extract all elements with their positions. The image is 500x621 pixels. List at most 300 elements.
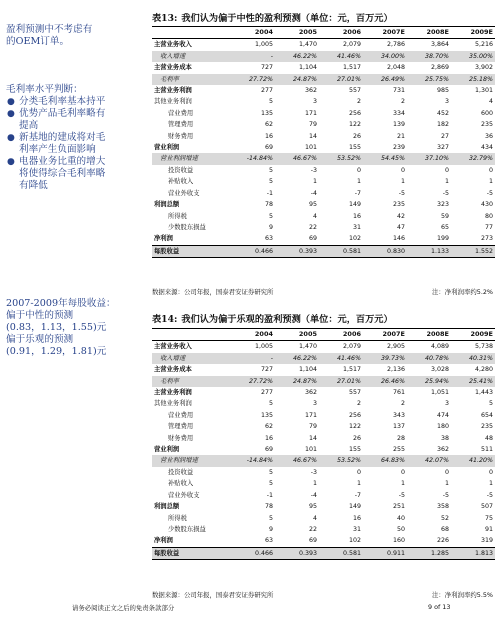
table-cell: 5 — [268, 98, 273, 106]
table-row — [152, 62, 495, 73]
row-label: 毛利率 — [152, 74, 231, 85]
table-cell: 2 — [356, 400, 361, 408]
table-cell: 0.466 — [231, 245, 275, 257]
table-row — [152, 410, 495, 421]
table-cell: -5 — [442, 189, 449, 197]
table-cell: 327 — [436, 144, 449, 152]
bullet-icon: ● — [7, 157, 15, 167]
table-cell: 5 — [268, 480, 273, 488]
table-cell: 16 — [264, 434, 273, 442]
margin-list-item — [6, 96, 142, 108]
table-cell: 5 — [268, 400, 273, 408]
table-row — [152, 96, 495, 107]
table-row — [152, 387, 495, 398]
table-cell: 1 — [400, 480, 405, 488]
table-row — [152, 131, 495, 142]
table-number: 表13: — [152, 13, 178, 24]
table-cell: 14 — [308, 132, 317, 140]
table-cell: 0 — [488, 468, 493, 476]
table-cell: 27 — [440, 132, 449, 140]
table-cell: 122 — [348, 121, 361, 129]
table-cell: 0 — [444, 468, 449, 476]
table-cell: 1.552 — [451, 245, 495, 257]
page-number: 9 of 13 — [428, 603, 451, 611]
table-row — [152, 233, 495, 245]
eps-line: 偏于中性的预测 — [6, 310, 74, 321]
table-cell: 50 — [396, 525, 405, 533]
table-cell: 1,301 — [474, 87, 493, 95]
table-cell: 35.00% — [451, 51, 495, 62]
table-cell: 1.133 — [407, 245, 451, 257]
table-cell: 62 — [264, 121, 273, 129]
table-cell: 53.52% — [319, 455, 363, 466]
table-cell: 600 — [480, 109, 493, 117]
source-text: 数据来源：公司年报，国泰君安证券研究所 — [152, 288, 274, 296]
row-label: 毛利率 — [152, 376, 231, 387]
table-cell: 199 — [436, 235, 449, 243]
row-label: 其他业务利润 — [154, 98, 192, 106]
margin-item-text: 电器业务比重的增大 — [19, 156, 106, 167]
table-cell: 25.94% — [407, 376, 451, 387]
table-cell: 53.52% — [319, 153, 363, 164]
table-cell: 22 — [308, 223, 317, 231]
table-cell: -3 — [310, 468, 317, 476]
table-cell: 2,786 — [386, 41, 405, 49]
table-cell: - — [231, 51, 275, 62]
table-cell: 27.72% — [231, 74, 275, 85]
table-cell: 37.10% — [407, 153, 451, 164]
column-header: 2008E — [407, 329, 451, 341]
table-cell: 135 — [260, 411, 273, 419]
table-row — [152, 341, 495, 353]
table-cell: -14.84% — [231, 455, 275, 466]
table-cell: 62 — [264, 423, 273, 431]
table-cell: 511 — [480, 446, 493, 454]
table-cell: 79 — [308, 121, 317, 129]
table-row — [152, 398, 495, 409]
table-cell: 54.45% — [363, 153, 407, 164]
margin-list-item — [6, 108, 142, 132]
table-row — [152, 433, 495, 444]
table-cell: 277 — [260, 389, 273, 397]
table-cell: 25.75% — [407, 74, 451, 85]
table-cell: 0 — [356, 166, 361, 174]
table-cell: 430 — [480, 201, 493, 209]
table-cell: 3,864 — [430, 41, 449, 49]
table-cell: 2,136 — [386, 366, 405, 374]
table-cell: 16 — [264, 132, 273, 140]
table-cell: 1 — [312, 178, 317, 186]
table-cell: -1 — [266, 189, 273, 197]
table-row — [152, 524, 495, 535]
table-row — [152, 245, 495, 257]
row-label: 财务费用 — [168, 132, 194, 140]
table-cell: 0 — [356, 468, 361, 476]
table-row — [152, 513, 495, 524]
row-label: 补贴收入 — [168, 178, 194, 186]
table-cell: 63 — [264, 537, 273, 545]
column-header: 2004 — [231, 27, 275, 39]
column-header: 2005 — [275, 329, 319, 341]
table-row — [152, 547, 495, 559]
table-cell: 3 — [312, 98, 317, 106]
margin-item-text: 利率产生负面影响 — [19, 144, 96, 155]
table-cell: 41.46% — [319, 51, 363, 62]
intro-line: 盈利预测中不考虑有 — [6, 24, 93, 35]
row-label: 营业费用 — [168, 411, 194, 419]
table-cell: -7 — [354, 491, 361, 499]
row-label: 每股收益 — [152, 245, 231, 257]
table-cell: 731 — [392, 87, 405, 95]
table-cell: 4,089 — [430, 343, 449, 351]
table-caption: 我们认为偏于中性的盈利预测（单位：元，百万元） — [181, 13, 393, 24]
table-cell: 3,902 — [474, 64, 493, 72]
table-cell: 5 — [268, 468, 273, 476]
table-cell: 1 — [488, 480, 493, 488]
table-cell: 41.20% — [451, 455, 495, 466]
table-cell: 4,280 — [474, 366, 493, 374]
table-cell: 182 — [436, 121, 449, 129]
table-cell: 727 — [260, 366, 273, 374]
row-label: 其他业务利润 — [154, 400, 192, 408]
column-header: 2006 — [319, 27, 363, 39]
table-cell: 48 — [484, 434, 493, 442]
table-cell: 256 — [348, 411, 361, 419]
table-cell: 14 — [308, 434, 317, 442]
table-cell: 323 — [436, 201, 449, 209]
table-cell: 319 — [480, 537, 493, 545]
table-cell: 180 — [436, 423, 449, 431]
table-cell: 102 — [348, 537, 361, 545]
table-13 — [152, 26, 495, 258]
table-cell: -3 — [310, 166, 317, 174]
table-cell: 0.581 — [319, 547, 363, 559]
column-header: 2006 — [319, 329, 363, 341]
table-cell: 68 — [440, 525, 449, 533]
table-cell: 0.466 — [231, 547, 275, 559]
row-label: 收入增速 — [152, 353, 231, 364]
table-cell: 0 — [400, 468, 405, 476]
table-cell: 235 — [480, 423, 493, 431]
table-cell: 75 — [484, 514, 493, 522]
row-label: 主营业务成本 — [154, 64, 192, 72]
table-cell: 256 — [348, 109, 361, 117]
table-cell: 5 — [268, 166, 273, 174]
table-cell: 25.41% — [451, 376, 495, 387]
margin-item-text: 提高 — [19, 120, 39, 131]
table-cell: 78 — [264, 503, 273, 511]
table-cell: 38.70% — [407, 51, 451, 62]
table-cell: 27.01% — [319, 74, 363, 85]
bullet-icon: ● — [7, 97, 15, 107]
row-label: 少数股东损益 — [168, 223, 206, 231]
table-cell: 761 — [392, 389, 405, 397]
margin-list-item — [6, 156, 142, 192]
table-cell: -5 — [442, 491, 449, 499]
table-cell: 1,443 — [474, 389, 493, 397]
table-cell: 362 — [304, 389, 317, 397]
source-text: 数据来源：公司年报，国泰君安证券研究所 — [152, 591, 274, 599]
row-label: 营业外收支 — [168, 491, 200, 499]
table-cell: -5 — [398, 491, 405, 499]
table-cell: 46.67% — [275, 455, 319, 466]
table-cell: 4 — [488, 98, 493, 106]
margin-item-text: 分类毛利率基本持平 — [19, 96, 106, 107]
table-cell: 102 — [348, 235, 361, 243]
table-cell: 149 — [348, 503, 361, 511]
table-cell: 41.46% — [319, 353, 363, 364]
table-cell: 16 — [352, 212, 361, 220]
intro-line: 的OEM订单。 — [6, 36, 70, 47]
table-cell: 362 — [304, 87, 317, 95]
table-cell: 1,104 — [298, 366, 317, 374]
table-cell: 32.79% — [451, 153, 495, 164]
table-cell: 95 — [308, 201, 317, 209]
margin-item-text: 优势产品毛利率略有 — [19, 108, 106, 119]
table-cell: 78 — [264, 201, 273, 209]
row-label: 收入增速 — [152, 51, 231, 62]
table-cell: 101 — [304, 446, 317, 454]
table-cell: 343 — [392, 411, 405, 419]
margin-item-text: 有降低 — [19, 180, 48, 191]
table-cell: 727 — [260, 64, 273, 72]
table-cell: 22 — [308, 525, 317, 533]
table-cell: 1.285 — [407, 547, 451, 559]
table-cell: 26 — [352, 132, 361, 140]
table-row — [152, 153, 495, 164]
table-14-title — [152, 311, 393, 325]
table-cell: 31 — [352, 223, 361, 231]
row-label: 主营业务成本 — [154, 366, 192, 374]
table-cell: -5 — [398, 189, 405, 197]
table-cell: 26.46% — [363, 376, 407, 387]
table-cell: 5 — [268, 178, 273, 186]
table-cell: 4 — [312, 212, 317, 220]
header-blank — [152, 329, 231, 341]
table-cell: 34.00% — [363, 51, 407, 62]
table-cell: 69 — [308, 235, 317, 243]
table-cell: 0 — [444, 166, 449, 174]
table-cell: 3 — [444, 98, 449, 106]
table-cell: 1,470 — [298, 343, 317, 351]
table-cell: 46.22% — [275, 51, 319, 62]
table-13-title — [152, 10, 393, 24]
table-cell: 334 — [392, 109, 405, 117]
table-cell: 21 — [396, 132, 405, 140]
table-cell: 36 — [484, 132, 493, 140]
table-cell: 557 — [348, 87, 361, 95]
table-row — [152, 85, 495, 96]
margin-item-text: 新基地的建成将对毛 — [19, 132, 106, 143]
row-label: 少数股东损益 — [168, 525, 206, 533]
row-label: 每股收益 — [152, 547, 231, 559]
eps-line: 2007-2009年每股收益： — [6, 298, 116, 309]
table-cell: -4 — [310, 491, 317, 499]
table-row — [152, 74, 495, 85]
row-label: 主营业务利润 — [154, 87, 192, 95]
table-cell: 40 — [396, 514, 405, 522]
table-cell: 277 — [260, 87, 273, 95]
table-cell: 434 — [480, 144, 493, 152]
table-cell: 160 — [392, 537, 405, 545]
table-row — [152, 176, 495, 187]
margin-item-text: 将使得综合毛利率略 — [19, 168, 106, 179]
table-cell: -14.84% — [231, 153, 275, 164]
row-label: 投资收益 — [168, 166, 194, 174]
table-cell: 0.393 — [275, 547, 319, 559]
table-cell: 146 — [392, 235, 405, 243]
row-label: 管理费用 — [168, 423, 194, 431]
table-row — [152, 353, 495, 364]
table-cell: 31 — [352, 525, 361, 533]
eps-forecast-note — [6, 298, 142, 358]
table-cell: 77 — [484, 223, 493, 231]
row-label: 营业利润增速 — [152, 455, 231, 466]
table-cell: 251 — [392, 503, 405, 511]
table-cell: 4 — [312, 514, 317, 522]
table-cell: 273 — [480, 235, 493, 243]
table-cell: 985 — [436, 87, 449, 95]
row-label: 利润总额 — [154, 503, 180, 511]
table-row — [152, 455, 495, 466]
column-header: 2005 — [275, 27, 319, 39]
row-label: 所得税 — [168, 212, 187, 220]
row-label: 净利润 — [154, 235, 173, 243]
table-cell: 2,079 — [342, 41, 361, 49]
column-header: 2009E — [451, 27, 495, 39]
table-row — [152, 490, 495, 501]
table-cell: 69 — [308, 537, 317, 545]
header-blank — [152, 27, 231, 39]
table-cell: -1 — [266, 491, 273, 499]
table-cell: 95 — [308, 503, 317, 511]
table-row — [152, 108, 495, 119]
row-label: 主营业务利润 — [154, 389, 192, 397]
table-cell: 171 — [304, 411, 317, 419]
table-cell: -7 — [354, 189, 361, 197]
row-label: 营业利润增速 — [152, 153, 231, 164]
table-number: 表14: — [152, 314, 178, 325]
table-cell: 26 — [352, 434, 361, 442]
table-cell: 40.31% — [451, 353, 495, 364]
table-cell: 5,216 — [474, 41, 493, 49]
table-cell: 0.830 — [363, 245, 407, 257]
table-cell: 122 — [348, 423, 361, 431]
table-cell: 25.18% — [451, 74, 495, 85]
table-cell: 101 — [304, 144, 317, 152]
table-cell: 557 — [348, 389, 361, 397]
table-cell: 1 — [488, 178, 493, 186]
table-cell: 5,738 — [474, 343, 493, 351]
table-cell: 9 — [268, 223, 273, 231]
table-cell: 362 — [436, 446, 449, 454]
table-cell: 42.07% — [407, 455, 451, 466]
row-label: 管理费用 — [168, 121, 194, 129]
row-label: 投资收益 — [168, 468, 194, 476]
table-cell: 1,470 — [298, 41, 317, 49]
row-label: 营业费用 — [168, 109, 194, 117]
table-cell: 1 — [400, 178, 405, 186]
table-cell: 0.911 — [363, 547, 407, 559]
table-cell: 2 — [356, 98, 361, 106]
table-cell: 80 — [484, 212, 493, 220]
table-cell: - — [231, 353, 275, 364]
table-cell: 0.581 — [319, 245, 363, 257]
margin-list-item — [6, 132, 142, 156]
table-row — [152, 39, 495, 51]
table-cell: 2 — [400, 400, 405, 408]
table-cell: 0 — [488, 166, 493, 174]
margin-judgement — [6, 84, 142, 192]
table-cell: 65 — [440, 223, 449, 231]
table-cell: 358 — [436, 503, 449, 511]
table-cell: 24.87% — [275, 376, 319, 387]
table-row — [152, 222, 495, 233]
table-cell: 149 — [348, 201, 361, 209]
row-label: 主营业务收入 — [154, 41, 192, 49]
column-header: 2004 — [231, 329, 275, 341]
table-cell: 1 — [444, 480, 449, 488]
margin-list — [6, 96, 142, 192]
table-cell: 26.49% — [363, 74, 407, 85]
row-label: 补贴收入 — [168, 480, 194, 488]
table-row — [152, 51, 495, 62]
table-cell: 24.87% — [275, 74, 319, 85]
table-header-row — [152, 27, 495, 39]
table-row — [152, 119, 495, 130]
row-label: 主营业务收入 — [154, 343, 192, 351]
table-row — [152, 199, 495, 210]
table-cell: 139 — [392, 121, 405, 129]
table-row — [152, 467, 495, 478]
source-note: 注：净利润率约5.5% — [432, 591, 493, 599]
row-label: 所得税 — [168, 514, 187, 522]
table-cell: 2,048 — [386, 64, 405, 72]
table-cell: 1 — [444, 178, 449, 186]
intro-note — [6, 24, 142, 48]
table-cell: 63 — [264, 235, 273, 243]
table-row — [152, 444, 495, 455]
table-cell: 28 — [396, 434, 405, 442]
table-cell: 654 — [480, 411, 493, 419]
table-cell: 5 — [268, 514, 273, 522]
eps-line: (0.91，1.29，1.81)元 — [6, 346, 107, 357]
main-content — [152, 0, 495, 621]
eps-line: 偏于乐观的预测 — [6, 334, 74, 345]
margin-heading: 毛利率水平判断： — [6, 84, 83, 95]
row-label: 营业外收支 — [168, 189, 200, 197]
table-cell: 235 — [392, 201, 405, 209]
column-header: 2007E — [363, 27, 407, 39]
table-cell: 42 — [396, 212, 405, 220]
table-cell: 3 — [312, 400, 317, 408]
table-cell: 0 — [400, 166, 405, 174]
table-cell: 2,079 — [342, 343, 361, 351]
table-row — [152, 421, 495, 432]
table-cell: 39.73% — [363, 353, 407, 364]
table-cell: 452 — [436, 109, 449, 117]
bullet-icon: ● — [7, 109, 15, 119]
table-cell: 507 — [480, 503, 493, 511]
table-cell: 40.78% — [407, 353, 451, 364]
table-cell: 46.67% — [275, 153, 319, 164]
table-cell: 3 — [444, 400, 449, 408]
sidebar — [0, 0, 148, 621]
table-cell: 1,517 — [342, 366, 361, 374]
row-label: 财务费用 — [168, 434, 194, 442]
table-cell: -4 — [310, 189, 317, 197]
table-cell: 79 — [308, 423, 317, 431]
